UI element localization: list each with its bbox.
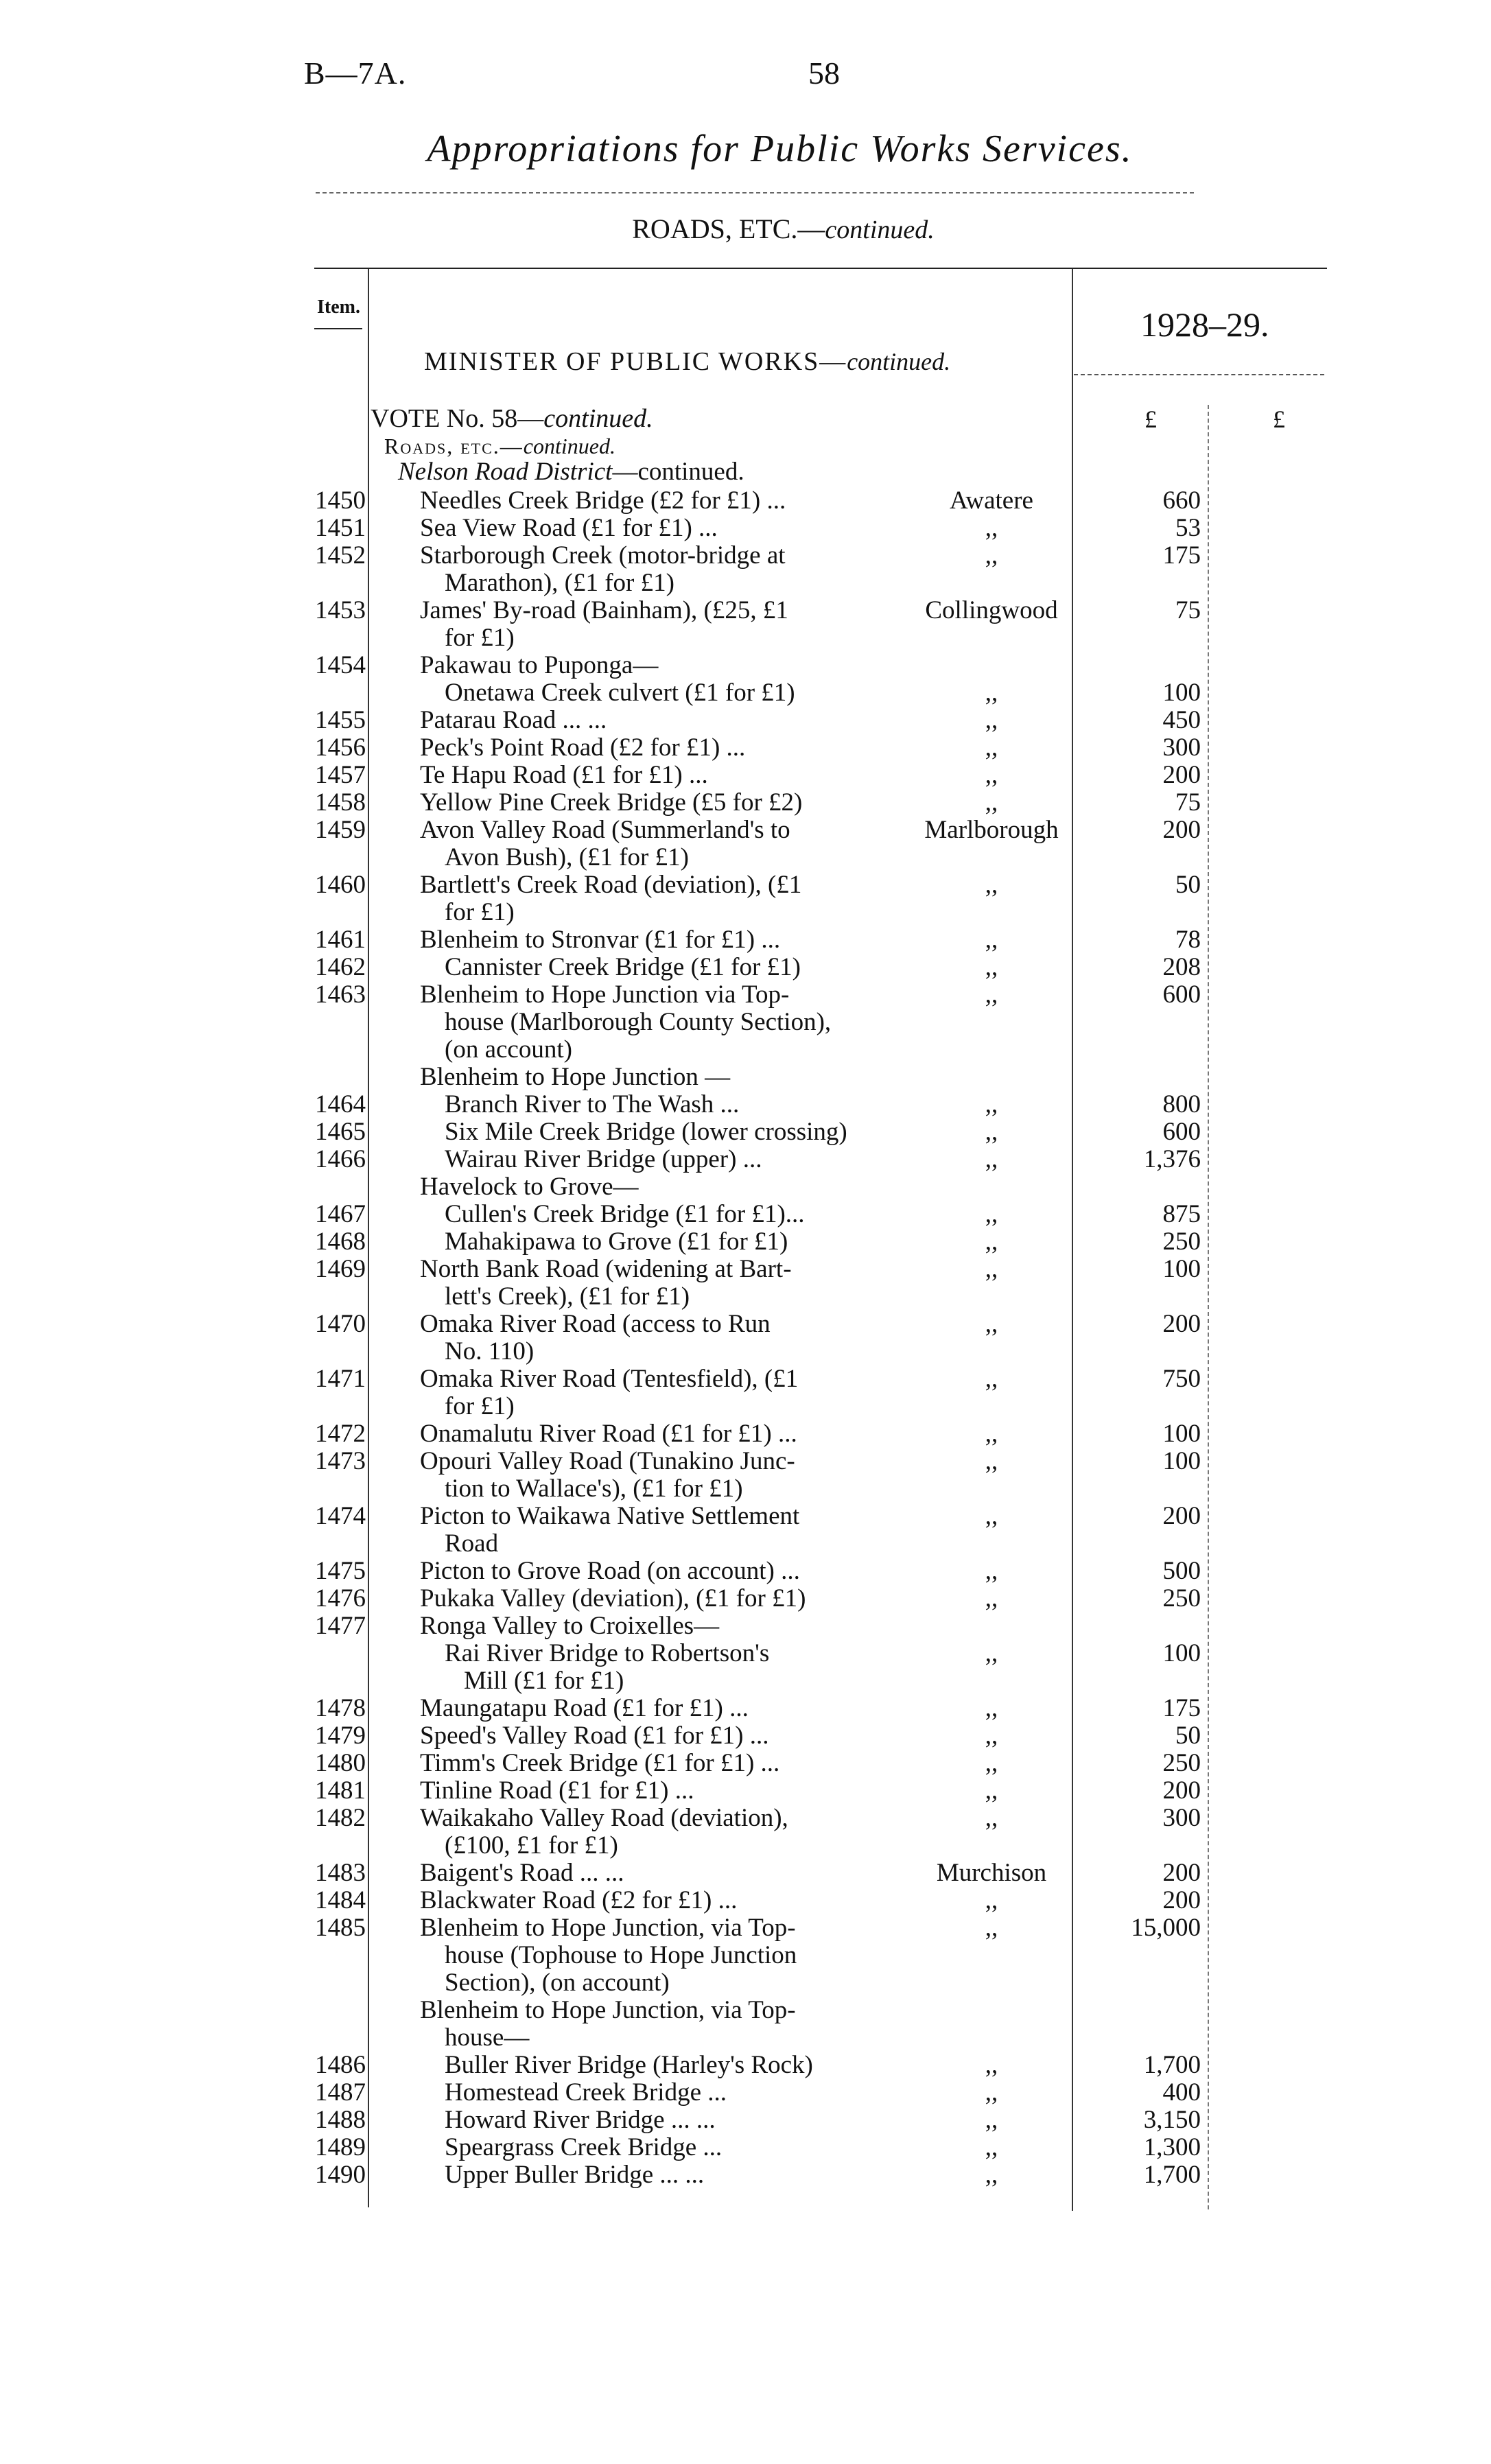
row-line bbox=[0, 1365, 1491, 1393]
item-description: North Bank Road (widening at Bart- bbox=[420, 1255, 792, 1283]
district-name: ,, bbox=[985, 1255, 998, 1283]
row-line bbox=[0, 487, 1491, 515]
item-description: Cannister Creek Bridge (£1 for £1) bbox=[445, 953, 801, 981]
district-name: ,, bbox=[985, 1694, 998, 1722]
district-name: ,, bbox=[985, 1776, 998, 1805]
row-line bbox=[0, 926, 1491, 954]
district-name: Murchison bbox=[936, 1859, 1047, 1887]
amount: 200 bbox=[1162, 1310, 1201, 1338]
row-line bbox=[0, 1585, 1491, 1612]
item-number: 1472 bbox=[315, 1420, 366, 1448]
item-description: Peck's Point Road (£2 for £1) ... bbox=[420, 734, 746, 762]
row-line bbox=[0, 1311, 1491, 1338]
amount: 1,700 bbox=[1143, 2051, 1201, 2079]
row-line bbox=[0, 1503, 1491, 1530]
item-description: tion to Wallace's), (£1 for £1) bbox=[445, 1475, 743, 1503]
district-name: ,, bbox=[985, 706, 998, 734]
row-continuation-line bbox=[0, 1942, 1491, 1969]
item-description: Havelock to Grove— bbox=[420, 1173, 639, 1201]
item-header-rule bbox=[314, 328, 362, 329]
row-line bbox=[0, 1558, 1491, 1585]
row-line bbox=[0, 1228, 1491, 1256]
row-line bbox=[0, 1173, 1491, 1201]
item-description: James' By-road (Bainham), (£25, £1 bbox=[420, 596, 788, 624]
row-line bbox=[0, 1777, 1491, 1805]
amount: 175 bbox=[1162, 1694, 1201, 1722]
district-name: Marlborough bbox=[924, 816, 1059, 844]
amount: 250 bbox=[1162, 1584, 1201, 1612]
amount: 50 bbox=[1175, 1722, 1201, 1750]
district-name: Awatere bbox=[950, 486, 1033, 515]
row-continuation-line bbox=[0, 2024, 1491, 2052]
amount: 1,700 bbox=[1143, 2161, 1201, 2189]
item-number: 1480 bbox=[315, 1749, 366, 1777]
district-name: Collingwood bbox=[925, 596, 1058, 624]
row-line bbox=[0, 1997, 1491, 2024]
row-continuation-line bbox=[0, 1969, 1491, 1997]
item-number: 1459 bbox=[315, 816, 366, 844]
item-description: Section), (on account) bbox=[445, 1969, 670, 1997]
district-name: ,, bbox=[985, 679, 998, 707]
district-name: ,, bbox=[985, 926, 998, 954]
row-line bbox=[0, 707, 1491, 734]
item-number: 1476 bbox=[315, 1584, 366, 1612]
row-line bbox=[0, 762, 1491, 789]
item-description: Tinline Road (£1 for £1) ... bbox=[420, 1776, 694, 1805]
row-continuation-line bbox=[0, 899, 1491, 926]
amount: 75 bbox=[1175, 596, 1201, 624]
roads-subheading: Roads, etc.—continued. bbox=[384, 434, 615, 458]
item-number: 1484 bbox=[315, 1886, 366, 1914]
amount: 600 bbox=[1162, 981, 1201, 1009]
item-description: Timm's Creek Bridge (£1 for £1) ... bbox=[420, 1749, 780, 1777]
item-description: Blackwater Road (£2 for £1) ... bbox=[420, 1886, 738, 1914]
amount: 15,000 bbox=[1131, 1914, 1201, 1942]
amount: 1,376 bbox=[1143, 1145, 1201, 1173]
amount: 78 bbox=[1175, 926, 1201, 954]
row-line bbox=[0, 679, 1491, 707]
item-description: for £1) bbox=[445, 1392, 515, 1420]
item-number: 1481 bbox=[315, 1776, 366, 1805]
item-number: 1489 bbox=[315, 2133, 366, 2161]
district-name: ,, bbox=[985, 1365, 998, 1393]
amount: 100 bbox=[1162, 1255, 1201, 1283]
row-line bbox=[0, 1448, 1491, 1475]
row-line bbox=[0, 1722, 1491, 1750]
item-description: Patarau Road ... ... bbox=[420, 706, 607, 734]
item-number: 1465 bbox=[315, 1118, 366, 1146]
amount: 100 bbox=[1162, 1639, 1201, 1667]
district-name: ,, bbox=[985, 1886, 998, 1914]
item-description: Blenheim to Hope Junction, via Top- bbox=[420, 1914, 796, 1942]
district-name: ,, bbox=[985, 788, 998, 817]
item-number: 1469 bbox=[315, 1255, 366, 1283]
item-number: 1463 bbox=[315, 981, 366, 1009]
district-name: ,, bbox=[985, 1804, 998, 1832]
district-name: ,, bbox=[985, 1557, 998, 1585]
item-description: lett's Creek), (£1 for £1) bbox=[445, 1282, 690, 1311]
district-name: ,, bbox=[985, 871, 998, 899]
district-name: ,, bbox=[985, 2106, 998, 2134]
amount: 250 bbox=[1162, 1228, 1201, 1256]
amount: 660 bbox=[1162, 486, 1201, 515]
item-description: Upper Buller Bridge ... ... bbox=[445, 2161, 705, 2189]
item-number: 1454 bbox=[315, 651, 366, 679]
item-number: 1474 bbox=[315, 1502, 366, 1530]
item-description: Picton to Grove Road (on account) ... bbox=[420, 1557, 800, 1585]
item-number: 1486 bbox=[315, 2051, 366, 2079]
row-line bbox=[0, 1695, 1491, 1722]
row-line bbox=[0, 1420, 1491, 1448]
row-continuation-line bbox=[0, 624, 1491, 652]
item-number: 1451 bbox=[315, 514, 366, 542]
item-number: 1477 bbox=[315, 1612, 366, 1640]
row-line bbox=[0, 1640, 1491, 1667]
district-name: ,, bbox=[985, 1447, 998, 1475]
row-continuation-line bbox=[0, 1009, 1491, 1036]
item-description: Maungatapu Road (£1 for £1) ... bbox=[420, 1694, 749, 1722]
vote-heading: VOTE No. 58—continued. bbox=[371, 404, 653, 433]
row-line bbox=[0, 652, 1491, 679]
item-description: Ronga Valley to Croixelles— bbox=[420, 1612, 720, 1640]
row-line bbox=[0, 954, 1491, 981]
amount: 100 bbox=[1162, 679, 1201, 707]
item-description: house (Tophouse to Hope Junction bbox=[445, 1941, 797, 1969]
amount: 208 bbox=[1162, 953, 1201, 981]
amount: 600 bbox=[1162, 1118, 1201, 1146]
item-description: house— bbox=[445, 2023, 530, 2052]
amount: 75 bbox=[1175, 788, 1201, 817]
item-number: 1453 bbox=[315, 596, 366, 624]
district-name: ,, bbox=[985, 1914, 998, 1942]
item-description: Mill (£1 for £1) bbox=[464, 1667, 624, 1695]
currency-symbol-right: £ bbox=[1273, 406, 1285, 433]
item-description: Omaka River Road (access to Run bbox=[420, 1310, 771, 1338]
item-number: 1460 bbox=[315, 871, 366, 899]
title-divider bbox=[316, 192, 1194, 193]
amount: 1,300 bbox=[1143, 2133, 1201, 2161]
amount: 200 bbox=[1162, 1859, 1201, 1887]
item-description: Mahakipawa to Grove (£1 for £1) bbox=[445, 1228, 788, 1256]
row-continuation-line bbox=[0, 1283, 1491, 1311]
item-description: Wairau River Bridge (upper) ... bbox=[445, 1145, 762, 1173]
row-line bbox=[0, 817, 1491, 844]
row-continuation-line bbox=[0, 1475, 1491, 1503]
year-header-rule bbox=[1074, 374, 1324, 375]
row-continuation-line bbox=[0, 1036, 1491, 1064]
item-description: Onetawa Creek culvert (£1 for £1) bbox=[445, 679, 795, 707]
item-description: Marathon), (£1 for £1) bbox=[445, 569, 674, 597]
district-name: ,, bbox=[985, 1584, 998, 1612]
year-column-header: 1928–29. bbox=[1140, 305, 1269, 344]
row-line bbox=[0, 871, 1491, 899]
item-description: Starborough Creek (motor-bridge at bbox=[420, 541, 786, 570]
district-name: ,, bbox=[985, 1200, 998, 1228]
row-line bbox=[0, 597, 1491, 624]
amount: 200 bbox=[1162, 1502, 1201, 1530]
row-line bbox=[0, 1887, 1491, 1914]
item-description: Sea View Road (£1 for £1) ... bbox=[420, 514, 718, 542]
row-line bbox=[0, 1914, 1491, 1942]
district-name: ,, bbox=[985, 514, 998, 542]
item-description: Pukaka Valley (deviation), (£1 for £1) bbox=[420, 1584, 806, 1612]
row-line bbox=[0, 1612, 1491, 1640]
row-line bbox=[0, 515, 1491, 542]
item-number: 1485 bbox=[315, 1914, 366, 1942]
district-name: ,, bbox=[985, 2133, 998, 2161]
district-name: ,, bbox=[985, 2078, 998, 2107]
item-number: 1450 bbox=[315, 486, 366, 515]
item-description: No. 110) bbox=[445, 1337, 535, 1365]
item-number: 1478 bbox=[315, 1694, 366, 1722]
item-description: (£100, £1 for £1) bbox=[445, 1831, 618, 1859]
row-line bbox=[0, 1256, 1491, 1283]
row-continuation-line bbox=[0, 1530, 1491, 1558]
item-description: Waikakaho Valley Road (deviation), bbox=[420, 1804, 788, 1832]
district-name: ,, bbox=[985, 1722, 998, 1750]
item-description: for £1) bbox=[445, 898, 515, 926]
minister-heading: MINISTER OF PUBLIC WORKS—continued. bbox=[424, 347, 951, 376]
row-line bbox=[0, 2161, 1491, 2189]
item-description: Onamalutu River Road (£1 for £1) ... bbox=[420, 1420, 797, 1448]
amount: 100 bbox=[1162, 1420, 1201, 1448]
item-number: 1475 bbox=[315, 1557, 366, 1585]
item-description: Cullen's Creek Bridge (£1 for £1)... bbox=[445, 1200, 805, 1228]
row-line bbox=[0, 1091, 1491, 1118]
item-description: Speed's Valley Road (£1 for £1) ... bbox=[420, 1722, 769, 1750]
item-description: Six Mile Creek Bridge (lower crossing) bbox=[445, 1118, 847, 1146]
item-description: Blenheim to Stronvar (£1 for £1) ... bbox=[420, 926, 781, 954]
amount: 100 bbox=[1162, 1447, 1201, 1475]
amount: 400 bbox=[1162, 2078, 1201, 2107]
item-number: 1467 bbox=[315, 1200, 366, 1228]
item-description: Omaka River Road (Tentesfield), (£1 bbox=[420, 1365, 799, 1393]
district-name: ,, bbox=[985, 953, 998, 981]
row-line bbox=[0, 1118, 1491, 1146]
item-number: 1455 bbox=[315, 706, 366, 734]
row-line bbox=[0, 2079, 1491, 2107]
district-name: ,, bbox=[985, 1502, 998, 1530]
district-name: ,, bbox=[985, 761, 998, 789]
item-number: 1456 bbox=[315, 734, 366, 762]
row-continuation-line bbox=[0, 1832, 1491, 1859]
row-continuation-line bbox=[0, 1667, 1491, 1695]
item-description: house (Marlborough County Section), bbox=[445, 1008, 832, 1036]
item-number: 1483 bbox=[315, 1859, 366, 1887]
item-number: 1464 bbox=[315, 1090, 366, 1118]
row-line bbox=[0, 2134, 1491, 2161]
district-name: ,, bbox=[985, 1310, 998, 1338]
amount: 200 bbox=[1162, 761, 1201, 789]
item-description: Speargrass Creek Bridge ... bbox=[445, 2133, 723, 2161]
item-description: Avon Valley Road (Summerland's to bbox=[420, 816, 790, 844]
item-description: Te Hapu Road (£1 for £1) ... bbox=[420, 761, 708, 789]
amount: 3,150 bbox=[1143, 2106, 1201, 2134]
row-line bbox=[0, 1805, 1491, 1832]
amount: 875 bbox=[1162, 1200, 1201, 1228]
item-description: Road bbox=[445, 1529, 499, 1558]
district-name: ,, bbox=[985, 2161, 998, 2189]
item-number: 1468 bbox=[315, 1228, 366, 1256]
district-name: ,, bbox=[985, 1639, 998, 1667]
item-number: 1479 bbox=[315, 1722, 366, 1750]
amount: 300 bbox=[1162, 734, 1201, 762]
item-number: 1471 bbox=[315, 1365, 366, 1393]
item-number: 1457 bbox=[315, 761, 366, 789]
table-top-rule bbox=[314, 268, 1327, 269]
item-description: Blenheim to Hope Junction via Top- bbox=[420, 981, 790, 1009]
amount: 53 bbox=[1175, 514, 1201, 542]
item-description: Buller River Bridge (Harley's Rock) bbox=[445, 2051, 813, 2079]
amount: 500 bbox=[1162, 1557, 1201, 1585]
item-description: Avon Bush), (£1 for £1) bbox=[445, 843, 689, 871]
district-name: ,, bbox=[985, 1118, 998, 1146]
page-number: 58 bbox=[808, 56, 840, 91]
item-number: 1487 bbox=[315, 2078, 366, 2107]
district-name: ,, bbox=[985, 2051, 998, 2079]
row-line bbox=[0, 1064, 1491, 1091]
item-description: Picton to Waikawa Native Settlement bbox=[420, 1502, 800, 1530]
item-description: Blenheim to Hope Junction, via Top- bbox=[420, 1996, 796, 2024]
item-description: Bartlett's Creek Road (deviation), (£1 bbox=[420, 871, 802, 899]
item-column-header: Item. bbox=[317, 296, 360, 318]
item-number: 1482 bbox=[315, 1804, 366, 1832]
amount: 250 bbox=[1162, 1749, 1201, 1777]
district-name: ,, bbox=[985, 734, 998, 762]
amount: 175 bbox=[1162, 541, 1201, 570]
amount: 50 bbox=[1175, 871, 1201, 899]
item-description: Yellow Pine Creek Bridge (£5 for £2) bbox=[420, 788, 803, 817]
row-line bbox=[0, 2107, 1491, 2134]
item-description: Blenheim to Hope Junction — bbox=[420, 1063, 731, 1091]
item-number: 1462 bbox=[315, 953, 366, 981]
district-name: ,, bbox=[985, 1749, 998, 1777]
item-number: 1466 bbox=[315, 1145, 366, 1173]
row-line bbox=[0, 1859, 1491, 1887]
district-name: ,, bbox=[985, 1090, 998, 1118]
item-description: for £1) bbox=[445, 624, 515, 652]
district-name: ,, bbox=[985, 1228, 998, 1256]
district-name: ,, bbox=[985, 1145, 998, 1173]
district-name: ,, bbox=[985, 541, 998, 570]
row-line bbox=[0, 542, 1491, 570]
item-description: Homestead Creek Bridge ... bbox=[445, 2078, 727, 2107]
amount: 200 bbox=[1162, 1776, 1201, 1805]
row-continuation-line bbox=[0, 1338, 1491, 1365]
district-subheading: Nelson Road District—continued. bbox=[398, 458, 744, 486]
row-line bbox=[0, 734, 1491, 762]
row-line bbox=[0, 789, 1491, 817]
page-title: Appropriations for Public Works Services. bbox=[427, 128, 1133, 170]
amount: 450 bbox=[1162, 706, 1201, 734]
row-line bbox=[0, 981, 1491, 1009]
row-line bbox=[0, 2052, 1491, 2079]
item-number: 1452 bbox=[315, 541, 366, 570]
item-description: Rai River Bridge to Robertson's bbox=[445, 1639, 770, 1667]
document-reference: B—7A. bbox=[304, 56, 407, 91]
item-description: Opouri Valley Road (Tunakino Junc- bbox=[420, 1447, 795, 1475]
item-number: 1490 bbox=[315, 2161, 366, 2189]
item-number: 1470 bbox=[315, 1310, 366, 1338]
item-description: (on account) bbox=[445, 1035, 572, 1064]
district-name: ,, bbox=[985, 1420, 998, 1448]
item-number: 1461 bbox=[315, 926, 366, 954]
currency-symbol-left: £ bbox=[1144, 406, 1157, 433]
item-description: Branch River to The Wash ... bbox=[445, 1090, 740, 1118]
item-number: 1458 bbox=[315, 788, 366, 817]
item-description: Howard River Bridge ... ... bbox=[445, 2106, 716, 2134]
section-heading: ROADS, ETC.—continued. bbox=[632, 213, 935, 244]
row-continuation-line bbox=[0, 844, 1491, 871]
row-line bbox=[0, 1201, 1491, 1228]
item-description: Pakawau to Puponga— bbox=[420, 651, 659, 679]
item-description: Baigent's Road ... ... bbox=[420, 1859, 624, 1887]
row-line bbox=[0, 1146, 1491, 1173]
amount: 200 bbox=[1162, 1886, 1201, 1914]
amount: 800 bbox=[1162, 1090, 1201, 1118]
item-number: 1473 bbox=[315, 1447, 366, 1475]
district-name: ,, bbox=[985, 981, 998, 1009]
row-continuation-line bbox=[0, 570, 1491, 597]
row-line bbox=[0, 1750, 1491, 1777]
item-number: 1488 bbox=[315, 2106, 366, 2134]
row-continuation-line bbox=[0, 1393, 1491, 1420]
amount: 200 bbox=[1162, 816, 1201, 844]
amount: 300 bbox=[1162, 1804, 1201, 1832]
item-description: Needles Creek Bridge (£2 for £1) ... bbox=[420, 486, 786, 515]
amount: 750 bbox=[1162, 1365, 1201, 1393]
